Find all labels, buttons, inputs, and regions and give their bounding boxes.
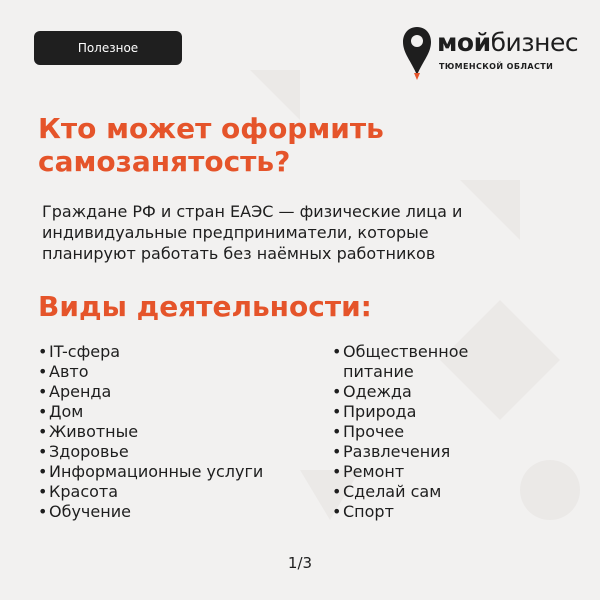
- brand-name-light: бизнес: [490, 28, 579, 57]
- description: Граждане РФ и стран ЕАЭС — физические лица и индивидуальные предприниматели, которые планируют работать без наёмных работников: [42, 202, 463, 263]
- list-item: • Прочее: [332, 422, 493, 442]
- brand-region: ТЮМЕНСКОЙ ОБЛАСТИ: [439, 62, 554, 71]
- activities-list-left: [38, 342, 263, 522]
- list-item: • Животные: [38, 422, 263, 442]
- list-item: • Аренда: [38, 382, 263, 402]
- category-tag: Полезное: [34, 31, 182, 65]
- list-item: • Сделай сам: [332, 482, 493, 502]
- brand-logo: [401, 24, 579, 86]
- list-item: • Информационные услуги: [38, 462, 263, 482]
- page-indicator: 1/3: [287, 554, 313, 572]
- location-pin-icon: [401, 25, 433, 81]
- list-item: • Авто: [38, 362, 263, 382]
- activities-heading: Виды деятельности:: [38, 290, 372, 323]
- list-item: • Развлечения: [332, 442, 493, 462]
- brand-name-bold: мой: [437, 28, 491, 57]
- list-item: • Ремонт: [332, 462, 493, 482]
- list-item: • Одежда: [332, 382, 493, 402]
- list-item: • Обучение: [38, 502, 263, 522]
- list-item: • Дом: [38, 402, 263, 422]
- list-item: • Спорт: [332, 502, 493, 522]
- list-item: • Общественное питание: [332, 342, 493, 382]
- brand-name: [437, 28, 578, 58]
- list-item: • Красота: [38, 482, 263, 502]
- activities-list-right: [332, 342, 493, 522]
- list-item: • IT-сфера: [38, 342, 263, 362]
- list-item: • Здоровье: [38, 442, 263, 462]
- page-title: Кто может оформить самозанятость?: [38, 112, 384, 178]
- list-item: • Природа: [332, 402, 493, 422]
